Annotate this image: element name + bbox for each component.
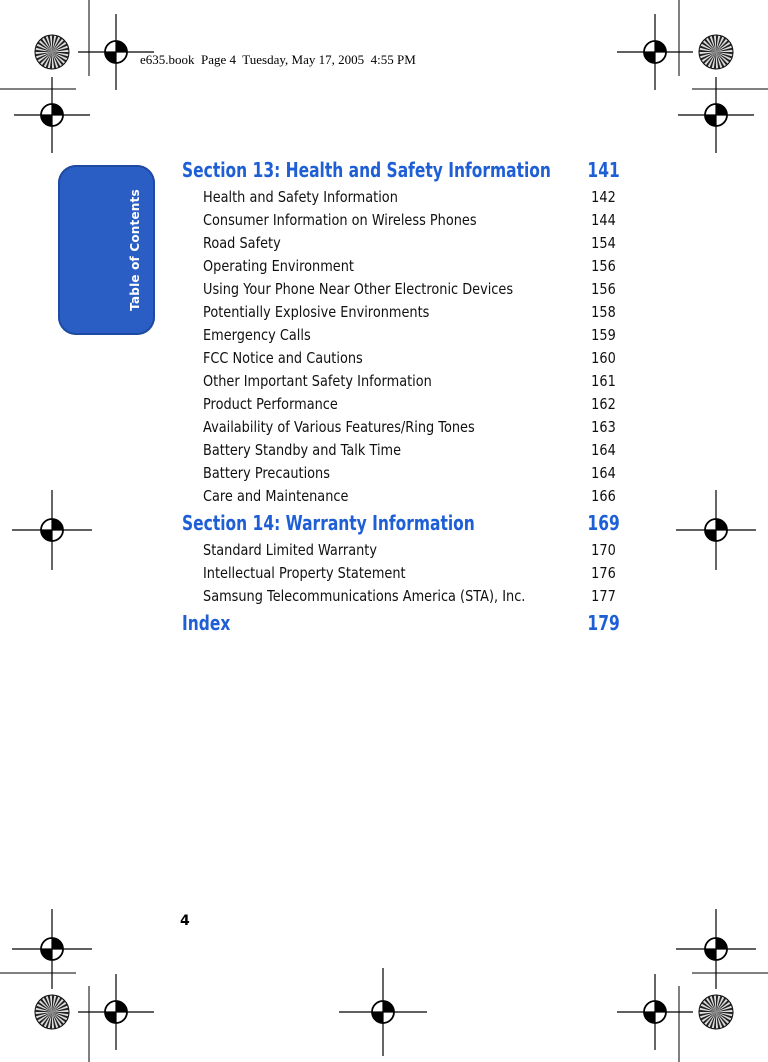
table-of-contents — [182, 155, 620, 639]
toc-entry-row[interactable] — [203, 393, 616, 416]
section-title: Section 13: Health and Safety Information — [182, 158, 551, 182]
section-title: Section 14: Warranty Information — [182, 511, 475, 535]
toc-entry-row[interactable] — [203, 255, 616, 278]
entry-title: Road Safety — [203, 234, 281, 252]
entry-title: Battery Precautions — [203, 464, 330, 482]
toc-section-row[interactable] — [182, 155, 620, 186]
side-tab-label[interactable] — [58, 165, 155, 335]
toc-entry-row[interactable] — [203, 209, 616, 232]
toc-section-row[interactable] — [182, 508, 620, 539]
entry-page: 166 — [591, 487, 616, 505]
toc-entry-row[interactable] — [203, 278, 616, 301]
entry-title: Intellectual Property Statement — [203, 564, 406, 582]
crosshair-icon — [676, 909, 756, 989]
entry-page: 159 — [591, 326, 616, 344]
crosshair-icon — [676, 490, 756, 570]
crosshair-icon — [14, 77, 90, 153]
section-title: Index — [182, 611, 231, 635]
entry-page: 176 — [591, 564, 616, 582]
registration-wheel-icon — [699, 995, 733, 1029]
entry-page: 163 — [591, 418, 616, 436]
entry-title: Consumer Information on Wireless Phones — [203, 211, 477, 229]
toc-entry-row[interactable] — [203, 301, 616, 324]
crosshair-icon — [78, 974, 154, 1050]
entry-title: Standard Limited Warranty — [203, 541, 377, 559]
entry-page: 158 — [591, 303, 616, 321]
entry-title: Product Performance — [203, 395, 338, 413]
crosshair-icon — [678, 77, 754, 153]
toc-entry-row[interactable] — [203, 232, 616, 255]
crosshair-icon — [617, 14, 693, 90]
entry-title: Potentially Explosive Environments — [203, 303, 430, 321]
crosshair-icon — [12, 909, 92, 989]
section-page: 169 — [587, 511, 620, 535]
page-number: 4 — [180, 913, 190, 929]
crosshair-icon — [12, 490, 92, 570]
crosshair-icon — [339, 968, 427, 1056]
section-page: 141 — [587, 158, 620, 182]
entry-page: 164 — [591, 441, 616, 459]
toc-entry-row[interactable] — [203, 186, 616, 209]
entry-page: 170 — [591, 541, 616, 559]
toc-entry-row[interactable] — [203, 539, 616, 562]
section-page: 179 — [587, 611, 620, 635]
registration-wheel-icon — [35, 995, 69, 1029]
entry-title: Battery Standby and Talk Time — [203, 441, 402, 459]
entry-title: Using Your Phone Near Other Electronic Devices — [203, 280, 514, 298]
entry-title: Operating Environment — [203, 257, 354, 275]
entry-title: Samsung Telecommunications America (STA), Inc. — [203, 587, 526, 605]
entry-title: Other Important Safety Information — [203, 372, 432, 390]
toc-entry-row[interactable] — [203, 370, 616, 393]
toc-entry-row[interactable] — [203, 347, 616, 370]
toc-entry-row[interactable] — [203, 462, 616, 485]
entry-page: 164 — [591, 464, 616, 482]
toc-entry-row[interactable] — [203, 585, 616, 608]
toc-entry-row[interactable] — [203, 324, 616, 347]
toc-entry-row[interactable] — [203, 439, 616, 462]
entry-title: FCC Notice and Cautions — [203, 349, 363, 367]
entry-page: 142 — [591, 188, 616, 206]
side-tab-text: Table of Contents — [127, 189, 142, 311]
toc-entry-row[interactable] — [203, 416, 616, 439]
registration-wheel-icon — [35, 35, 69, 69]
toc-entry-row[interactable] — [203, 562, 616, 585]
entry-page: 177 — [591, 587, 616, 605]
entry-page: 156 — [591, 257, 616, 275]
entry-page: 154 — [591, 234, 616, 252]
entry-title: Emergency Calls — [203, 326, 311, 344]
entry-page: 156 — [591, 280, 616, 298]
entry-page: 161 — [591, 372, 616, 390]
entry-title: Health and Safety Information — [203, 188, 398, 206]
print-header: e635.book Page 4 Tuesday, May 17, 2005 4:55 PM — [140, 52, 416, 67]
toc-section-row[interactable] — [182, 608, 620, 639]
entry-page: 144 — [591, 211, 616, 229]
registration-wheel-icon — [699, 35, 733, 69]
entry-title: Availability of Various Features/Ring Tones — [203, 418, 475, 436]
crosshair-icon — [617, 974, 693, 1050]
entry-page: 162 — [591, 395, 616, 413]
toc-entry-row[interactable] — [203, 485, 616, 508]
entry-page: 160 — [591, 349, 616, 367]
entry-title: Care and Maintenance — [203, 487, 349, 505]
